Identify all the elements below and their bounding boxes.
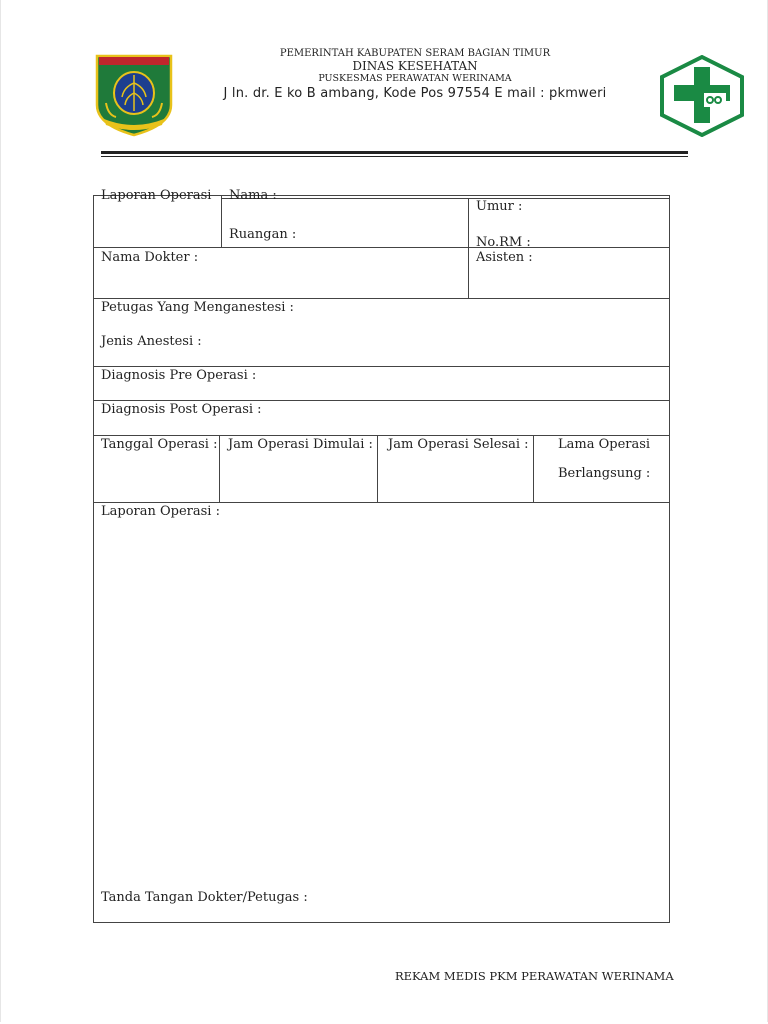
ruangan-label: Ruangan :	[229, 227, 297, 242]
header-government: PEMERINTAH KABUPATEN SERAM BAGIAN TIMUR	[279, 48, 551, 59]
laporan-operasi-heading: Laporan Operasi	[101, 188, 212, 203]
lama-operasi-label: Lama Operasi	[558, 437, 651, 452]
header-divider-thin	[101, 156, 688, 157]
tanggal-operasi-label: Tanggal Operasi :	[101, 437, 218, 452]
header-puskesmas: PUSKESMAS PERAWATAN WERINAMA	[318, 73, 512, 84]
no-rm-label: No.RM :	[476, 235, 531, 250]
nama-label: Nama :	[229, 188, 277, 203]
laporan-operasi-label: Laporan Operasi :	[101, 504, 220, 519]
jam-mulai-label: Jam Operasi Dimulai :	[228, 437, 373, 452]
diagnosis-post-label: Diagnosis Post Operasi :	[101, 402, 262, 417]
regency-shield-logo	[94, 53, 174, 137]
puskesmas-logo	[658, 55, 746, 137]
header-divider-thick	[101, 151, 688, 154]
umur-label: Umur :	[476, 199, 523, 214]
jenis-anestesi-label: Jenis Anestesi :	[101, 334, 202, 349]
header-agency: DINAS KESEHATAN	[352, 59, 478, 73]
footer-text: REKAM MEDIS PKM PERAWATAN WERINAMA	[395, 969, 674, 983]
nama-dokter-label: Nama Dokter :	[101, 250, 199, 265]
jam-selesai-label: Jam Operasi Selesai :	[388, 437, 529, 452]
diagnosis-pre-label: Diagnosis Pre Operasi :	[101, 368, 257, 383]
header-address: J ln. dr. E ko B ambang, Kode Pos 97554 E mail : pkmweri	[223, 86, 607, 101]
tanda-tangan-label: Tanda Tangan Dokter/Petugas :	[101, 890, 308, 905]
asisten-label: Asisten :	[476, 250, 533, 265]
petugas-anestesi-label: Petugas Yang Menganestesi :	[101, 300, 294, 315]
berlangsung-label: Berlangsung :	[558, 466, 651, 481]
